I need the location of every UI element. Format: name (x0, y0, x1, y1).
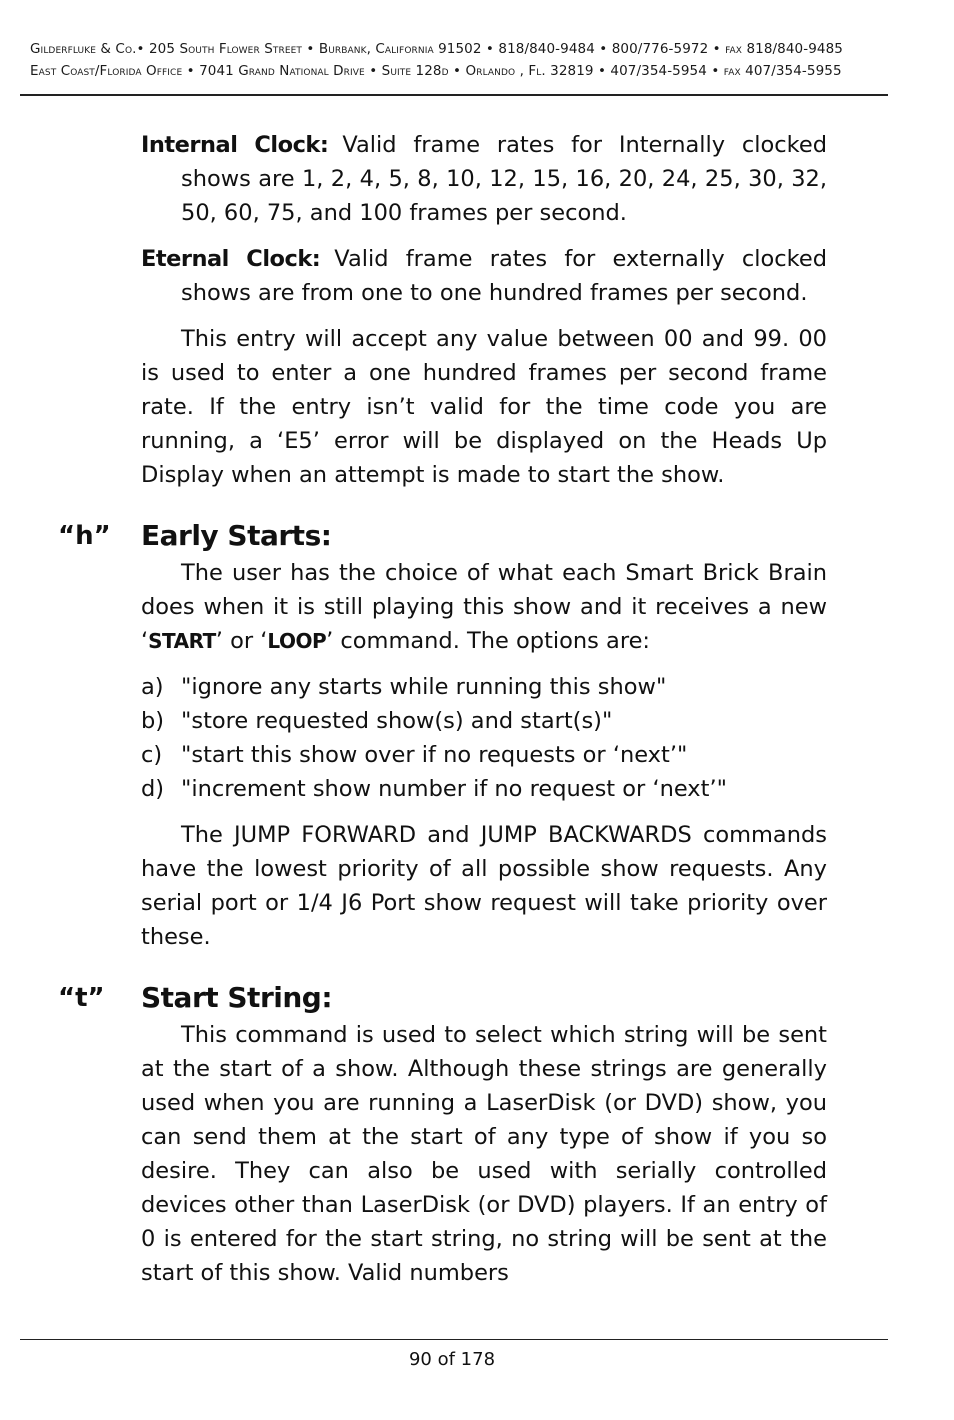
text-run: ’ or ‘ (215, 628, 268, 654)
intro-paragraph: This entry will accept any value between 00 and 99. 00 is used to enter a one hundred frames per second frame rate. If the entry isn’t valid for the time code you are running, a ‘E5’ error will be displayed on the Heads Up Display when an attempt is made to start the show. (141, 326, 827, 488)
definition-term: Eternal Clock: (141, 246, 321, 272)
definition-text: Valid frame rates for Internally clocked shows are 1, 2, 4, 5, 8, 10, 12, 15, 16, 20, 24, 25, 30, 32, 50, 60, 75, and 100 frames per second. (181, 132, 827, 226)
section-paragraph-2: The JUMP FORWARD and JUMP BACKWARDS commands have the lowest priority of all possible show requests. Any serial port or 1/4 J6 Port show request will take priority over these. (141, 822, 827, 950)
list-item (141, 738, 827, 772)
list-item (141, 670, 827, 704)
option-text: "start this show over if no requests or ‘next’" (181, 742, 688, 768)
page-number: 90 of 178 (408, 1349, 496, 1370)
footer-rule (20, 1339, 888, 1340)
section-early-starts (58, 516, 827, 954)
list-item (141, 704, 827, 738)
section-title: Early Starts: (141, 519, 332, 552)
option-text: "increment show number if no request or ‘next’" (181, 776, 727, 802)
page-header (30, 38, 890, 82)
main-content (58, 128, 827, 1290)
option-text: "ignore any starts while running this show" (181, 674, 667, 700)
definition-term: Internal Clock: (141, 132, 329, 158)
keyword-loop: LOOP (267, 629, 327, 653)
option-key: b) (141, 708, 165, 734)
keyword-start: START (148, 629, 216, 653)
text-run: The user has the choice of what each Smart Brick Brain does when it is still playing this show and it receives a new ‘ (141, 560, 827, 654)
header-line-2: East Coast/Florida Office • 7041 Grand National Drive • Suite 128d • Orlando , Fl. 32819 • 407/354-5954 • fax 407/354-5955 (30, 63, 842, 79)
options-list (141, 670, 827, 806)
section-start-string (58, 978, 827, 1290)
text-run: ’ command. The options are: (326, 628, 651, 654)
section-tag: “h” (58, 521, 111, 551)
list-item (141, 772, 827, 806)
option-key: a) (141, 674, 164, 700)
section-paragraph (141, 556, 827, 658)
section-paragraph: This command is used to select which string will be sent at the start of a show. Although these strings are generally used when you are running a LaserDisk (or DVD) show, you can send them at the start of any type of show if you so desire. They can also be used with serially controlled devices other than LaserDisk (or DVD) players. If an entry of 0 is entered for the start string, no string will be sent at the start of this show. Valid numbers (141, 1022, 827, 1286)
header-rule (20, 94, 888, 96)
option-text: "store requested show(s) and start(s)" (181, 708, 613, 734)
section-tag: “t” (58, 983, 105, 1013)
option-key: d) (141, 776, 165, 802)
section-title: Start String: (141, 981, 333, 1014)
definition-text: Valid frame rates for externally clocked shows are from one to one hundred frames per second. (181, 246, 827, 306)
option-key: c) (141, 742, 163, 768)
header-line-1: Gilderfluke & Co.• 205 South Flower Street • Burbank, California 91502 • 818/840-9484 • 800/776-5972 • fax 818/840-9485 (30, 41, 843, 57)
definition-internal-clock (141, 128, 827, 230)
definition-external-clock (141, 242, 827, 310)
